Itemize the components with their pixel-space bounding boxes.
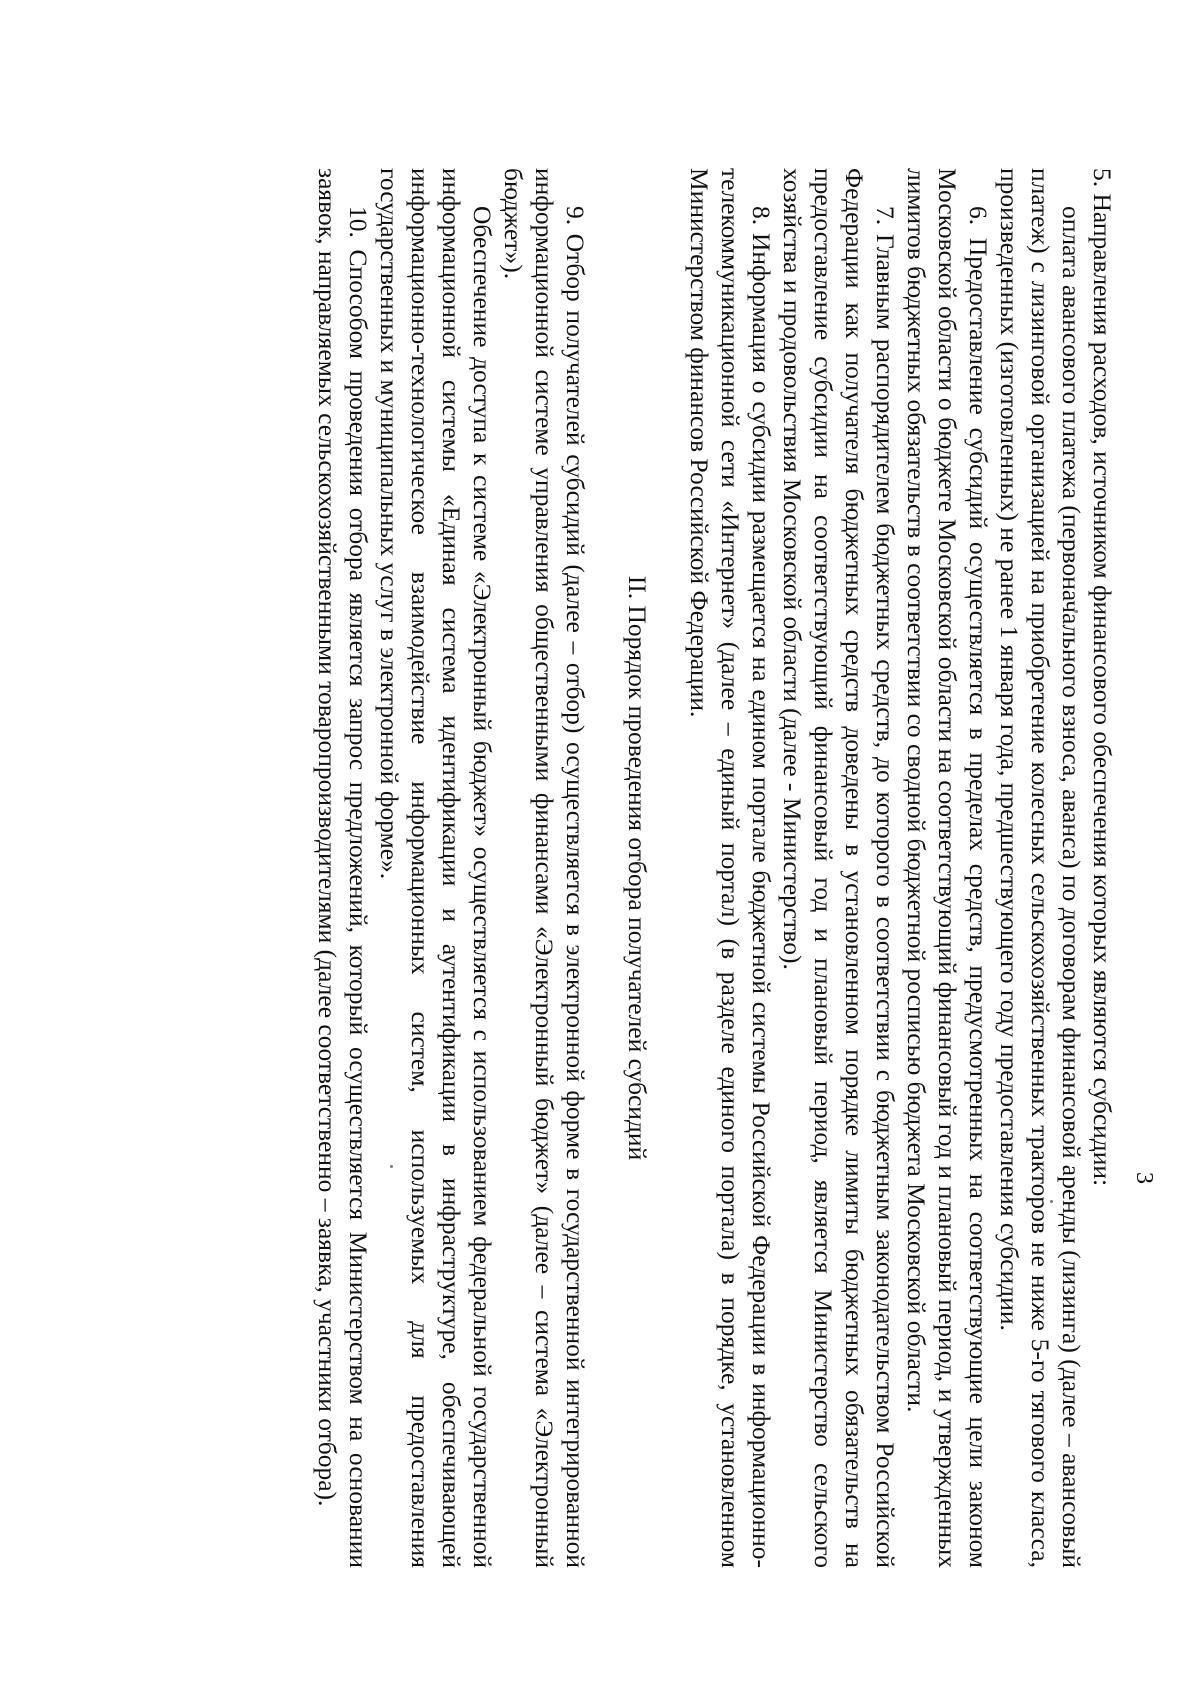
paragraph-5-item: оплата авансового платежа (первоначального взноса, аванса) по договорам финансовой аренды (лизинга) (далее – авансовый платеж) с лизинговой организацией на приобретение колесных сельскохозяйственных тракторов не ниже 5-го тягового класса, произведенных (изготовленных) не ранее 1 января года, предшествующего году предоставления субсидии. bbox=[995, 168, 1086, 1568]
document-body bbox=[312, 168, 1118, 1568]
paragraph-7: 7. Главным распорядителем бюджетных средств, до которого в соответствии с бюджетным законодательством Российской Федерации как получателя бюджетных средств доведены в установленном порядке лимиты бюджетных обязательств на предоставление субсидии на соответствующий финансовый год и плановый период, является Министерство сельского хозяйства и продовольствия Московской области (далее - Министерство). bbox=[778, 168, 900, 1568]
section-title: II. Порядок проведения отбора получателей субсидий bbox=[623, 575, 652, 1161]
paragraph-6: 6. Предоставление субсидий осуществляется в пределах средств, предусмотренных на соответствующие цели законом Московской области о бюджете Московской области на соответствующий финансовый год и плановый период, и утвержденных лимитов бюджетных обязательств в соответствии со сводной бюджетной росписью бюджета Московской области. bbox=[902, 168, 993, 1568]
paragraph-10: 10. Способом проведения отбора является запрос предложений, который осуществляется Министерством на основании заявок, направляемых сельскохозяйственными товаропроизводителями (далее соответственно – заявка, участники отбора). bbox=[313, 168, 373, 1568]
paragraph-5: 5. Направления расходов, источником финансового обеспечения которых являются субсидии: bbox=[1088, 168, 1117, 1187]
paragraph-access: Обеспечение доступа к системе «Электронный бюджет» осуществляется с использованием федеральной государственной информационной системы «Единая система идентификации и аутентификации в инфраструктуре, обеспечивающей информационно-технологическое взаимодействие информационных систем, используемых для предоставления государственных и муниципальных услуг в электронной форме». bbox=[375, 168, 497, 1568]
paragraph-9: 9. Отбор получателей субсидий (далее – отбор) осуществляется в электронной форме в государственной интегрированной информационной системе управления общественными финансами «Электронный бюджет» (далее – система «Электронный бюджет»). bbox=[499, 168, 590, 1568]
paragraph-8: 8. Информация о субсидии размещается на едином портале бюджетной системы Российской Федерации в информационно-телекоммуникационной сети «Интернет» (далее – единый портал) (в разделе единого портала) в порядке, установленном Министерством финансов Российской Федерации. bbox=[685, 168, 776, 1568]
page-number: 3 bbox=[1131, 1172, 1157, 1184]
